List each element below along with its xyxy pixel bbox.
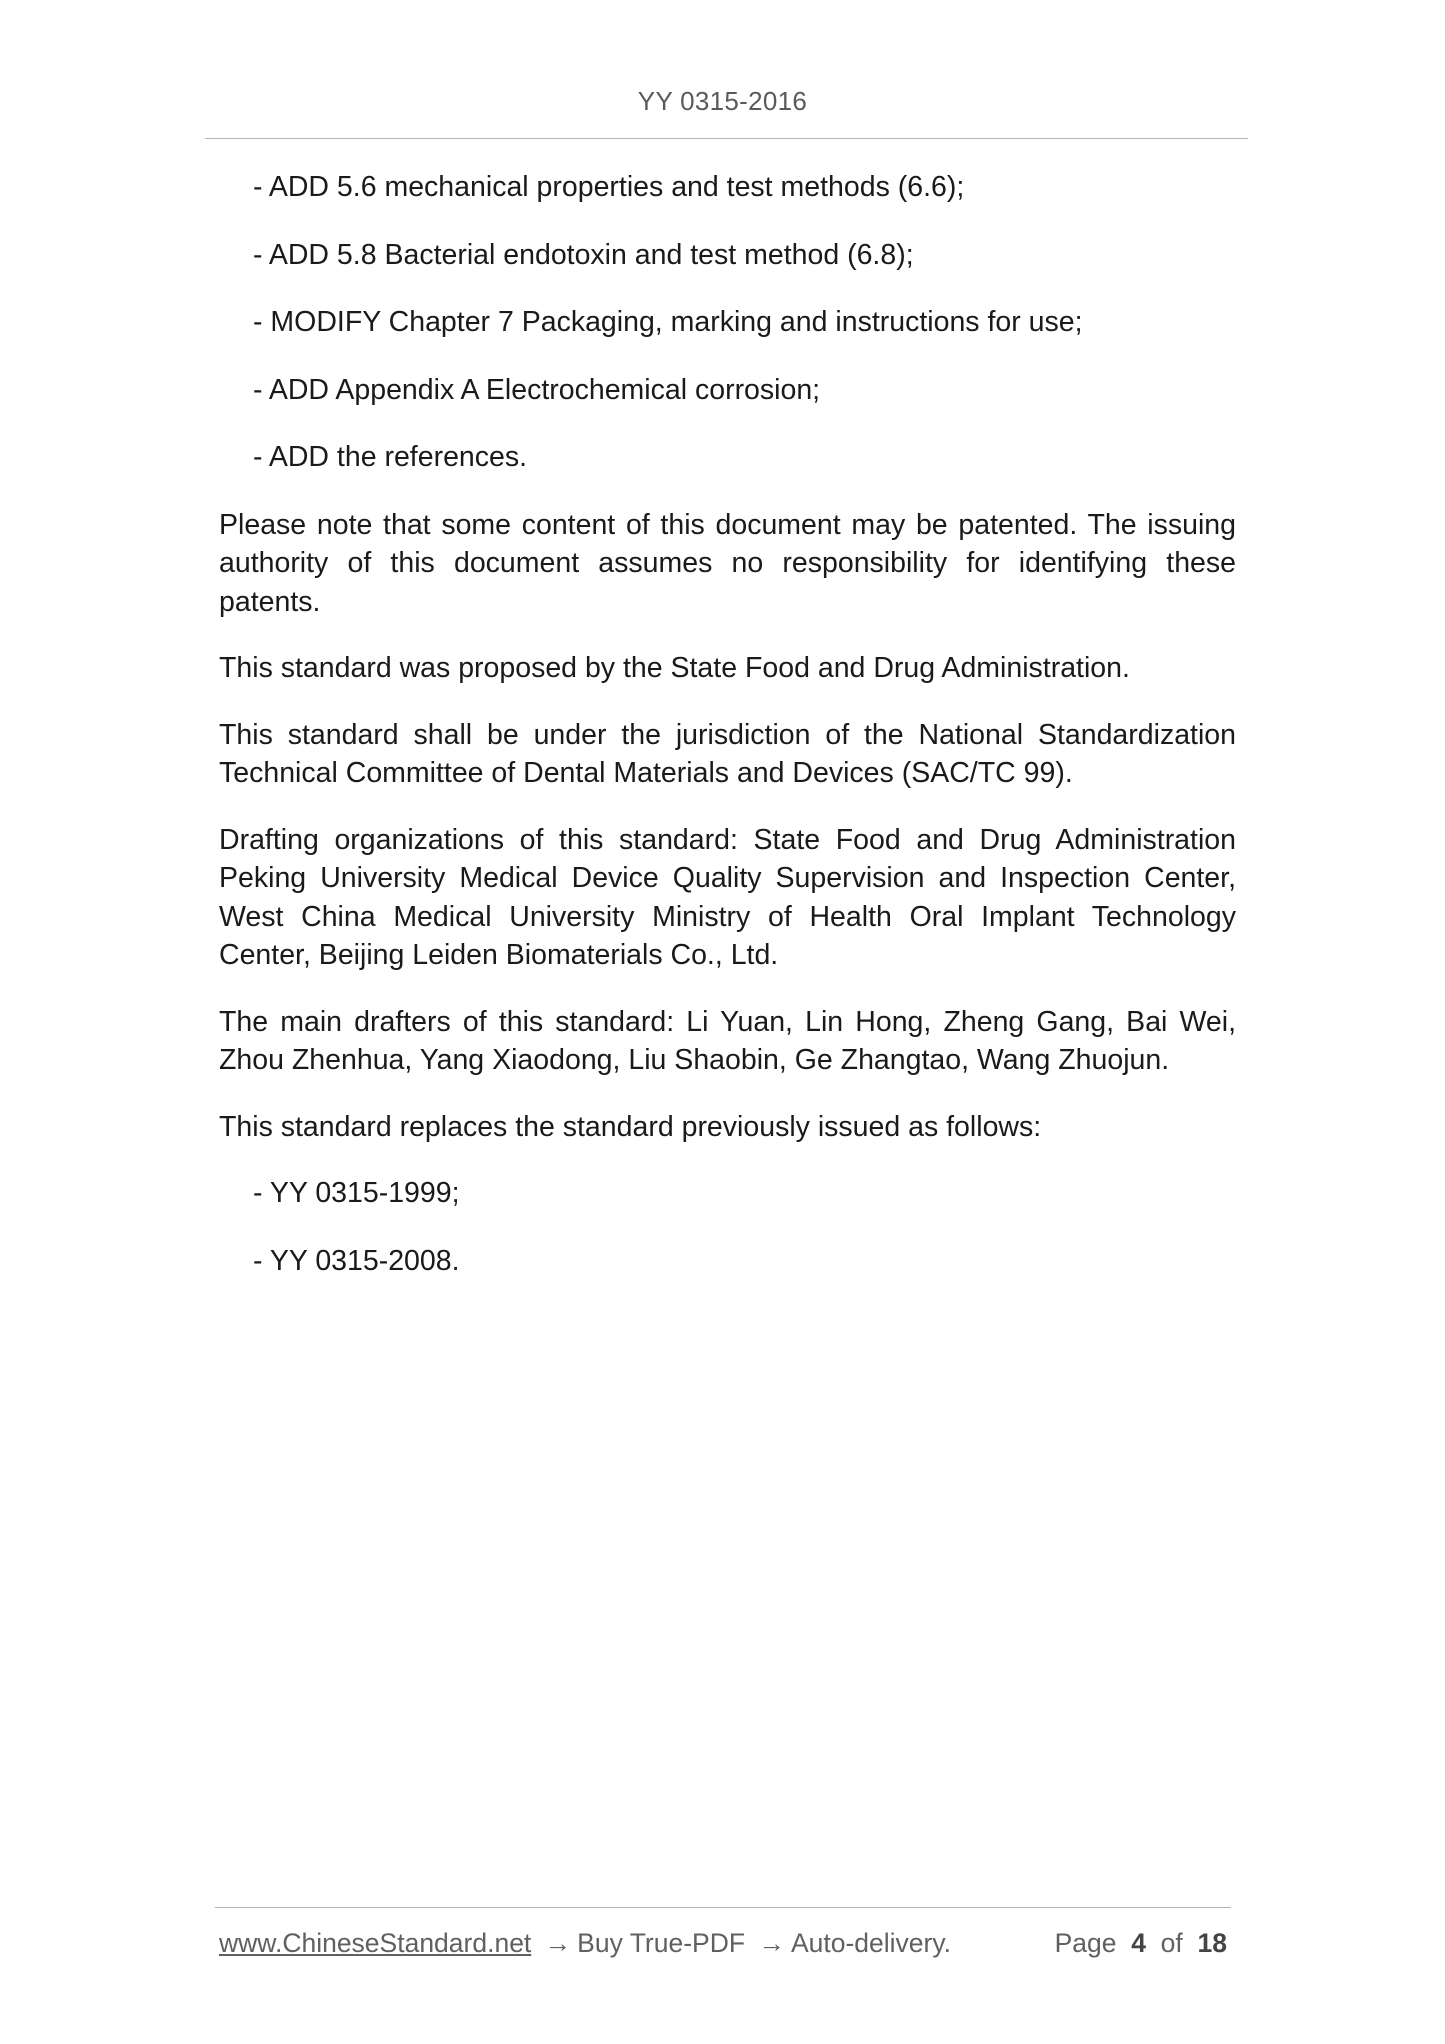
change-item: - ADD Appendix A Electrochemical corrosion; (253, 373, 821, 406)
footer-divider (215, 1907, 1231, 1908)
change-item: - ADD 5.6 mechanical properties and test methods (6.6); (253, 171, 965, 203)
auto-delivery-text: Auto-delivery. (790, 1928, 951, 1958)
page-footer (219, 1928, 1231, 1959)
replaces-paragraph: This standard replaces the standard previously issued as follows: (219, 1110, 1042, 1143)
previous-edition-item: - YY 0315-1999; (253, 1177, 460, 1209)
page-label: Page (1054, 1928, 1117, 1958)
current-page-number: 4 (1131, 1928, 1146, 1958)
page-indicator (1055, 1928, 1227, 1959)
patent-note-paragraph: Please note that some content of this document may be patented. The issuing authority of this document assumes no responsibility for identifying these patents. (219, 508, 1236, 618)
main-drafters-paragraph: The main drafters of this standard: Li Yuan, Lin Hong, Zheng Gang, Bai Wei, Zhou Zhenhua, Yang Xiaodong, Liu Shaobin, Ge Zhangtao, Wang Zhuojun. (219, 1005, 1236, 1076)
header-divider (205, 138, 1248, 139)
drafting-organizations-paragraph: Drafting organizations of this standard: State Food and Drug Administration Peking University Medical Device Quality Supervision and Inspection Center, West China Medical University Ministry of Health Oral Implant Technology Center, Beijing Leiden Biomaterials Co., Ltd. (219, 823, 1236, 971)
jurisdiction-paragraph: This standard shall be under the jurisdiction of the National Standardization Technical Committee of Dental Materials and Devices (SAC/TC 99). (219, 718, 1236, 789)
document-header-title: YY 0315-2016 (637, 86, 808, 116)
change-item: - ADD 5.8 Bacterial endotoxin and test method (6.8); (253, 238, 914, 271)
change-item: - MODIFY Chapter 7 Packaging, marking and instructions for use; (253, 306, 1083, 338)
chinese-standard-link[interactable]: www.ChineseStandard.net (219, 1928, 532, 1958)
page-of-label: of (1160, 1928, 1183, 1958)
arrow-right-icon: → (758, 1928, 785, 1958)
previous-edition-item: - YY 0315-2008. (253, 1244, 460, 1277)
arrow-right-icon: → (544, 1928, 572, 1958)
buy-true-pdf-text: Buy True-PDF (577, 1928, 746, 1958)
change-item: - ADD the references. (253, 441, 528, 473)
proposed-by-paragraph: This standard was proposed by the State Food and Drug Administration. (219, 652, 1130, 684)
document-body (219, 168, 1236, 1309)
total-page-number: 18 (1197, 1928, 1227, 1958)
